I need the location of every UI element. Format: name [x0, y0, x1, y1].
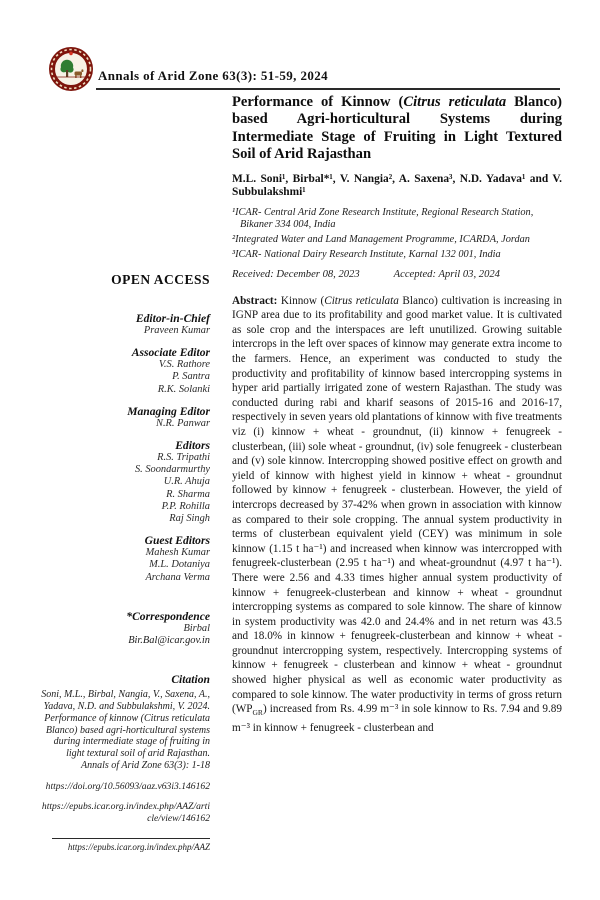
open-access-badge: OPEN ACCESS	[111, 272, 210, 287]
article-title	[232, 94, 562, 164]
article-url-link[interactable]: https://epubs.icar.org.in/index.php/AAZ/article/view/146162	[41, 801, 210, 824]
editor-name: M.L. Dotaniya	[149, 559, 210, 571]
main-column	[232, 94, 562, 736]
abstract-wp-subscript: GR	[252, 708, 263, 718]
editor-name: Praveen Kumar	[143, 325, 210, 336]
seal-dot-icon	[69, 52, 73, 56]
section-editor-in-chief	[40, 312, 210, 337]
journal-masthead: Annals of Arid Zone 63(3): 51-59, 2024	[98, 68, 329, 83]
received-accepted-line	[232, 269, 562, 280]
doi-link[interactable]: https://doi.org/10.56093/aaz.v63i3.146162	[45, 780, 210, 792]
title-text-cont: Blanco) based Agri-horticultural Systems during Intermediate Stage of Fruiting in Light Textured Soil of Arid Rajasthan	[232, 94, 563, 163]
editor-name: Mahesh Kumar	[145, 547, 210, 559]
section-managing-editor	[40, 405, 210, 430]
section-heading: Editor-in-Chief	[135, 312, 210, 325]
editor-name: U.R. Ahuja	[163, 476, 210, 488]
correspondence-name: Birbal	[183, 622, 210, 634]
abstract-text-end: ) increased from Rs. 4.99 m⁻³ in sole kinnow to Rs. 7.94 and 9.89 m⁻³ in kinnow + fenugreek - clusterbean and	[232, 703, 562, 735]
abstract-text: Kinnow (	[277, 294, 325, 307]
journal-url-link[interactable]: https://epubs.icar.org.in/index.php/AAZ	[67, 842, 210, 853]
title-text: Performance of Kinnow (	[232, 94, 404, 110]
section-correspondence	[40, 610, 210, 647]
correspondence-email-link[interactable]: Bir.Bal@icar.gov.in	[128, 635, 210, 647]
editor-name: Raj Singh	[169, 513, 210, 525]
editor-name: S. Soondarmurthy	[134, 464, 210, 476]
editor-name: R.S. Tripathi	[157, 452, 210, 464]
header-rule	[96, 88, 560, 90]
affiliation-1: ¹ICAR- Central Arid Zone Research Institute, Regional Research Station, Bikaner 334 004, India	[232, 206, 534, 231]
section-heading: *Correspondence	[126, 609, 210, 623]
editor-name: Archana Verma	[145, 571, 210, 583]
editorial-sidebar	[40, 272, 210, 853]
section-heading: Editors	[175, 439, 210, 453]
section-guest-editors	[40, 534, 210, 584]
editor-name: P.P. Rohilla	[161, 500, 210, 512]
citation-heading: Citation	[171, 673, 210, 687]
title-species-name: Citrus reticulata	[403, 94, 507, 110]
affiliation-list	[232, 207, 562, 262]
affiliation-2: ²Integrated Water and Land Management Programme, ICARDA, Jordan	[232, 234, 530, 246]
received-date: Received: December 08, 2023	[232, 268, 360, 280]
citation-text: Soni, M.L., Birbal, Nangia, V., Saxena, A., Yadava, N.D. and Subbulakshmi, V. 2024. Performance of kinnow (Citrus reticulata Blanco) based agri-horticultural systems during intermediate stage of fruiting in light textural soil of arid Rajasthan. Annals of Arid Zone 63(3): 1-18	[41, 689, 210, 772]
affiliation-3: ³ICAR- National Dairy Research Institute, Karnal 132 001, India	[232, 249, 501, 261]
editor-name: R.K. Solanki	[157, 383, 210, 395]
sidebar-rule	[52, 838, 210, 839]
section-heading: Guest Editors	[144, 534, 210, 548]
section-heading: Associate Editor	[131, 346, 210, 360]
editor-name: V.S. Rathore	[158, 359, 210, 371]
abstract-label: Abstract:	[232, 294, 278, 307]
section-editors	[40, 439, 210, 525]
journal-seal-logo	[48, 46, 94, 92]
section-heading: Managing Editor	[127, 404, 210, 418]
journal-seal-icon	[48, 46, 94, 92]
abstract-species-name: Citrus reticulata	[324, 294, 399, 307]
editor-name: N.R. Panwar	[156, 417, 210, 429]
author-list: M.L. Soni¹, Birbal*¹, V. Nangia², A. Saxena³, N.D. Yadava¹ and V. Subbulakshmi¹	[232, 172, 562, 199]
abstract-text-cont: Blanco) cultivation is increasing in IGNP area due to its profitability and good market value. It is cultivated as sole crop and the interspaces are left unutilized. Growing suitable intercrops in the left over spaces of kinnow may generate extra income to the farmers. Hence, an experiment was conducted to study the productivity and profitability of kinnow based intercropping systems in hyper arid partially irrigated zone of western Rajasthan. The study was conducted during rabi and kharif seasons of 2015-16 and 2016-17, respectively in seven years old plantations of kinnow with five treatments viz (i) kinnow + wheat - groundnut, (ii) kinnow + fenugreek - clusterbean, (iii) sole wheat - groundnut, (iv) sole fenugreek - clusterbean and (v) sole kinnow. Intercropping showed positive effect on growth and yield of kinnow with highest yield in kinnow + wheat - groundnut followed by kinnow + fenugreek - clusterbean. However, the yield of intercrops decreased by 37-42% when grown in association with kinnow as compared to their sole cropping. The annual system productivity in terms of clusterbean equivalent yield (CEY) was minimum in sole kinnow (1.15 t ha⁻¹) and increased when kinnow was intercropped with fenugreek-clusterbean (2.95 t ha⁻¹) and wheat-groundnut (4.97 t ha⁻¹). There were 2.56 and 4.33 times higher annual system productivity of kinnow + fenugreek-clusterbean and kinnow + wheat - groundnut intercropping systems as compared to sole kinnow. The share of kinnow in system productivity was 42.0 and 24.4% and in net return was 43.5 and 18.0% in kinnow + fenugreek-clusterbean and kinnow + wheat - groundnut intercropping system, respectively. Intercropping systems of kinnow + fenugreek - clusterbean and kinnow + wheat - groundnut showed higher physical as well as economic water productivity as compared to sole kinnow. The water productivity in terms of gross return (WP	[232, 294, 562, 716]
accepted-date: Accepted: April 03, 2024	[393, 268, 500, 280]
section-associate-editor	[40, 346, 210, 396]
editor-name: R. Sharma	[166, 488, 210, 500]
editor-name: P. Santra	[172, 371, 210, 383]
abstract	[232, 294, 562, 736]
section-citation	[40, 673, 210, 772]
